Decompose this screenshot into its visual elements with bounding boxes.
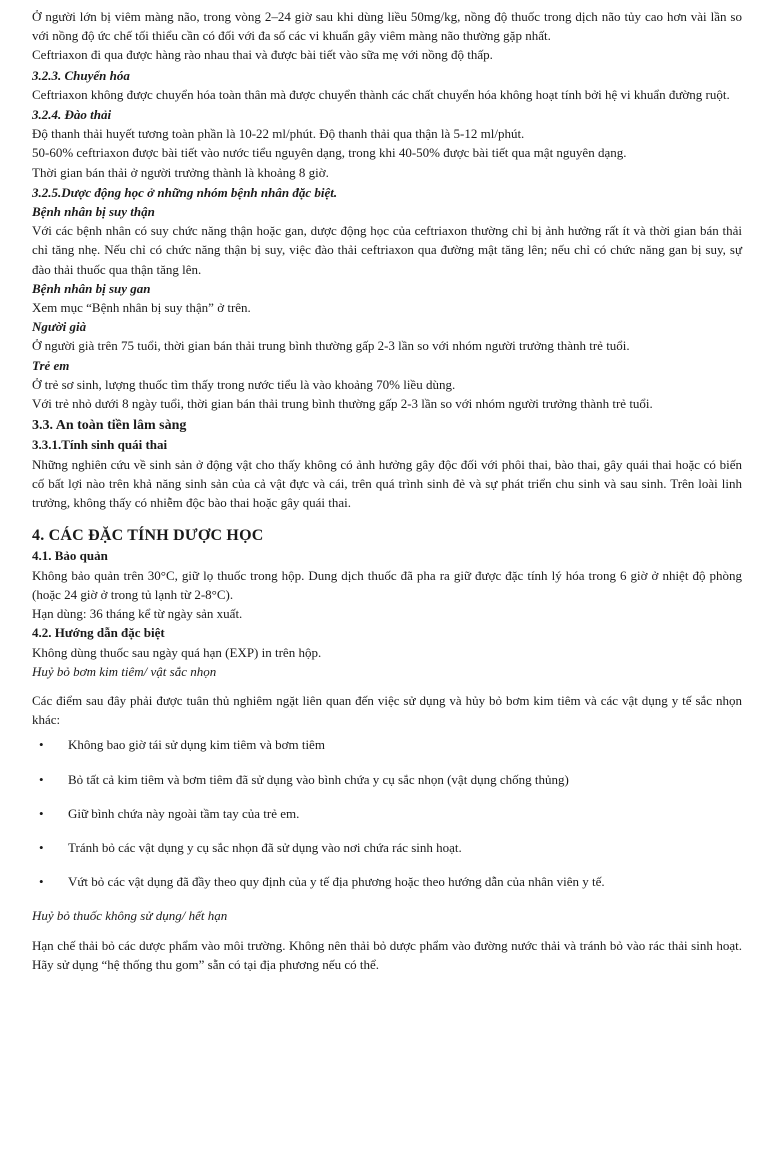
paragraph-csf-concentration: Ở người lớn bị viêm màng não, trong vòng 2–24 giờ sau khi dùng liều 50mg/kg, nồng độ thuốc trong dịch não tủy cao hơn vài lần so với nồng độ ức chế tối thiểu cần có đối với đa số các vi khuẩn gây viêm màng não thường gặp nhất. — [32, 9, 742, 44]
subheading-elderly: Người già — [32, 319, 87, 335]
heading-section-4: 4. CÁC ĐẶC TÍNH DƯỢC HỌC — [32, 527, 264, 545]
subheading-children: Trẻ em — [32, 357, 70, 373]
paragraph-shelf-life: Hạn dùng: 36 tháng kể từ ngày sản xuất. — [32, 606, 243, 622]
paragraph-storage: Không bảo quản trên 30°C, giữ lọ thuốc trong hộp. Dung dịch thuốc đã pha ra giữ được đặc tính lý hóa trong 6 giờ ở nhiệt độ phòng (hoặc 24 giờ ở trong tủ lạnh từ 2-8°C). — [32, 567, 742, 602]
paragraph-metabolism: Ceftriaxon không được chuyển hóa toàn thân mà được chuyển thành các chất chuyển hóa không hoạt tính bởi hệ vi khuẩn đường ruột. — [32, 86, 730, 102]
bullet-icon: • — [39, 737, 44, 753]
paragraph-hepatic: Xem mục “Bệnh nhân bị suy thận” ở trên. — [32, 300, 251, 316]
paragraph-expiry: Không dùng thuốc sau ngày quá hạn (EXP) in trên hộp. — [32, 644, 322, 660]
subheading-hepatic: Bệnh nhân bị suy gan — [32, 280, 151, 296]
bullet-icon: • — [39, 839, 44, 855]
paragraph-sharps-intro: Các điểm sau đây phải được tuân thủ nghiêm ngặt liên quan đến việc sử dụng và hủy bỏ bơm kim tiêm và các vật dụng y tế sắc nhọn khác: — [32, 692, 742, 728]
heading-3-2-3: 3.2.3. Chuyển hóa — [32, 67, 130, 83]
heading-4-2: 4.2. Hướng dẫn đặc biệt — [32, 625, 165, 641]
list-item: • Không bao giờ tái sử dụng kim tiêm và bơm tiêm — [32, 735, 742, 754]
paragraph-neonates: Ở trẻ sơ sinh, lượng thuốc tìm thấy trong nước tiểu là vào khoảng 70% liều dùng. — [32, 376, 456, 392]
bullet-icon: • — [39, 805, 44, 821]
paragraph-renal: Với các bệnh nhân có suy chức năng thận hoặc gan, dược động học của ceftriaxon thường chỉ bị ảnh hưởng rất ít và thời gian bán thải chỉ tăng nhẹ. Nếu chỉ có chức năng thận bị suy, việc đào thải ceftriaxon qua đường mật tăng lên; nếu chỉ có chức năng gan bị suy, sự đào thải thuốc qua thận tăng lên. — [32, 223, 742, 277]
list-item: • Tránh bỏ các vật dụng y cụ sắc nhọn đã sử dụng vào nơi chứa rác sinh hoạt. — [32, 838, 742, 857]
paragraph-teratogenicity: Những nghiên cứu về sinh sản ở động vật cho thấy không có ảnh hưởng gây độc đối với phôi thai, bào thai, gây quái thai hoặc có biến cố bất lợi nào trên khả năng sinh sản của cả vật đực và cái, trên quá trình sinh đẻ và sự phát triển chu sinh và sau sinh. Trên loài linh trưởng, không thấy có nhiễm độc bào thai hoặc gây quái thai. — [32, 456, 742, 511]
list-item: • Giữ bình chứa này ngoài tầm tay của trẻ em. — [32, 804, 742, 823]
paragraph-placenta: Ceftriaxon đi qua được hàng rào nhau thai và được bài tiết vào sữa mẹ với nồng độ thấp. — [32, 47, 493, 63]
heading-4-1: 4.1. Bảo quản — [32, 548, 108, 564]
paragraph-environment: Hạn chế thải bỏ các dược phẩm vào môi trường. Không nên thải bỏ dược phẩm vào đường nước thải và tránh bỏ vào rác thải sinh hoạt. Hãy sử dụng “hệ thống thu gom” sẵn có tại địa phương nếu có thể. — [32, 937, 742, 972]
paragraph-clearance: Độ thanh thải huyết tương toàn phần là 10-22 ml/phút. Độ thanh thải qua thận là 5-12 ml/phút. — [32, 126, 525, 142]
heading-3-2-5: 3.2.5.Dược động học ở những nhóm bệnh nhân đặc biệt. — [32, 184, 338, 200]
bullet-icon: • — [39, 771, 44, 787]
paragraph-excretion: 50-60% ceftriaxon được bài tiết vào nước tiểu nguyên dạng, trong khi 40-50% được bài tiết qua mật nguyên dạng. — [32, 145, 627, 161]
heading-3-3: 3.3. An toàn tiền lâm sàng — [32, 418, 187, 434]
subheading-renal: Bệnh nhân bị suy thận — [32, 204, 155, 220]
list-item: • Bỏ tất cả kim tiêm và bơm tiêm đã sử dụng vào bình chứa y cụ sắc nhọn (vật dụng chống thủng) — [32, 770, 742, 789]
subheading-unused-medicine: Huỷ bỏ thuốc không sử dụng/ hết hạn — [32, 908, 228, 924]
bullet-icon: • — [39, 874, 44, 890]
paragraph-half-life: Thời gian bán thải ở người trưởng thành là khoảng 8 giờ. — [32, 164, 329, 180]
paragraph-infants: Với trẻ nhỏ dưới 8 ngày tuổi, thời gian bán thải trung bình thường gấp 2-3 lần so với nhóm người trưởng thành trẻ tuổi. — [32, 396, 653, 412]
list-item: • Vứt bỏ các vật dụng đã đầy theo quy định của y tế địa phương hoặc theo hướng dẫn của nhân viên y tế. — [32, 872, 742, 891]
heading-3-2-4: 3.2.4. Đào thải — [32, 107, 112, 123]
paragraph-elderly: Ở người già trên 75 tuổi, thời gian bán thải trung bình thường gấp 2-3 lần so với nhóm người trưởng thành trẻ tuổi. — [32, 338, 630, 354]
subheading-sharps-disposal: Huỷ bỏ bơm kim tiêm/ vật sắc nhọn — [32, 663, 217, 679]
sharps-bullet-list — [32, 735, 742, 891]
heading-3-3-1: 3.3.1.Tính sinh quái thai — [32, 437, 168, 453]
